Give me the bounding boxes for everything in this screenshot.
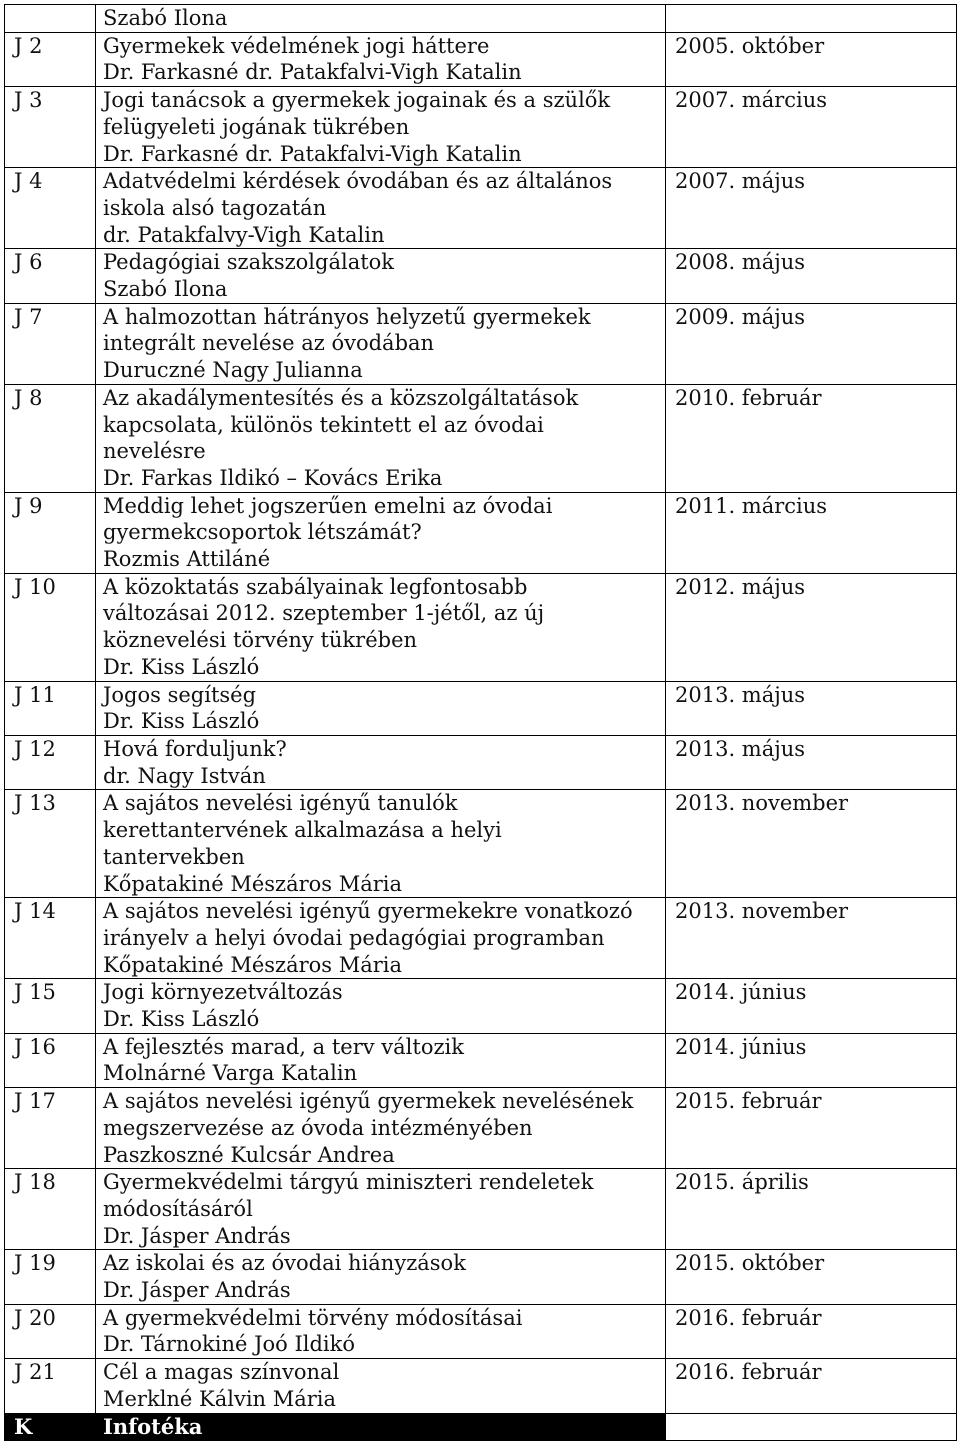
issue-author: Kőpatakiné Mészáros Mária (103, 871, 403, 896)
issue-title-line: Gyermekek védelmének jogi háttere (103, 33, 490, 58)
issue-title-line: nevelésre (103, 439, 206, 464)
issue-code: J 12 (5, 735, 96, 789)
table-row (5, 1169, 957, 1250)
issue-title-line: A sajátos nevelési igényű gyermekek nevelésének (103, 1089, 634, 1114)
table-row (5, 735, 957, 789)
issue-entry (96, 1033, 666, 1087)
issue-title-line: Adatvédelmi kérdések óvodában és az általános (103, 169, 613, 194)
table-row (5, 1359, 957, 1413)
issue-author: Szabó Ilona (103, 6, 228, 30)
issue-entry (96, 384, 666, 492)
issue-title-line: integrált nevelése az óvodában (103, 331, 435, 356)
issue-code: J 2 (5, 32, 96, 86)
table-row (5, 979, 957, 1033)
issue-entry (96, 87, 666, 168)
issue-date: 2014. június (666, 1033, 957, 1087)
table-row (5, 249, 957, 303)
issue-title-line: Jogi tanácsok a gyermekek jogainak és a szülők (103, 88, 611, 113)
issue-title-line: A gyermekvédelmi törvény módosításai (103, 1305, 523, 1330)
issue-entry (96, 1250, 666, 1304)
issue-entry (96, 735, 666, 789)
issue-title-line: A sajátos nevelési igényű tanulók (103, 791, 458, 816)
issue-author: Merklné Kálvin Mária (103, 1386, 337, 1411)
issue-entry (96, 1359, 666, 1413)
issue-entry (96, 1088, 666, 1169)
table-row (5, 1033, 957, 1087)
table-row (5, 681, 957, 735)
issue-author: Dr. Kiss László (103, 709, 260, 734)
issue-title-line: gyermekcsoportok létszámát? (103, 520, 422, 545)
table-row (5, 492, 957, 573)
issue-author: dr. Nagy István (103, 763, 266, 788)
issue-title-line: módosításáról (103, 1196, 253, 1221)
issue-author: Dr. Jásper András (103, 1278, 291, 1303)
issue-entry (96, 681, 666, 735)
issue-author: Dr. Farkas Ildikó – Kovács Erika (103, 465, 443, 490)
table-row (5, 303, 957, 384)
issue-author: Dr. Farkasné dr. Patakfalvi-Vigh Katalin (103, 141, 522, 166)
issue-author: Dr. Jásper András (103, 1223, 291, 1248)
issue-entry (96, 790, 666, 898)
issue-code: J 7 (5, 303, 96, 384)
table-row (5, 87, 957, 168)
issue-date: 2013. május (666, 735, 957, 789)
issue-code: J 10 (5, 573, 96, 681)
issue-code: J 3 (5, 87, 96, 168)
issue-date: 2013. november (666, 898, 957, 979)
table-row (5, 790, 957, 898)
issue-entry (96, 5, 666, 33)
issue-entry (96, 32, 666, 86)
issue-date: 2015. október (666, 1250, 957, 1304)
issue-title-line: kerettantervének alkalmazása a helyi (103, 818, 502, 843)
issue-title-line: A sajátos nevelési igényű gyermekekre vonatkozó (103, 899, 633, 924)
issue-code: J 9 (5, 492, 96, 573)
issue-author: Molnárné Varga Katalin (103, 1061, 358, 1086)
issue-date: 2013. május (666, 681, 957, 735)
publication-index-table (4, 4, 957, 1441)
issue-code: J 21 (5, 1359, 96, 1413)
issue-title-line: Hová forduljunk? (103, 736, 287, 761)
issue-code: J 16 (5, 1033, 96, 1087)
issue-entry (96, 573, 666, 681)
issue-author: Dr. Tárnokiné Joó Ildikó (103, 1332, 356, 1357)
section-date-cell (666, 1413, 957, 1441)
table-row (5, 384, 957, 492)
issue-code (5, 5, 96, 33)
issue-date: 2013. november (666, 790, 957, 898)
issue-date: 2009. május (666, 303, 957, 384)
issue-entry (96, 1304, 666, 1358)
issue-code: J 8 (5, 384, 96, 492)
issue-code: J 19 (5, 1250, 96, 1304)
issue-title-line: A halmozottan hátrányos helyzetű gyermekek (103, 304, 591, 329)
issue-title-line: iskola alsó tagozatán (103, 195, 327, 220)
issue-code: J 13 (5, 790, 96, 898)
section-header-row (5, 1413, 957, 1441)
issue-code: J 17 (5, 1088, 96, 1169)
issue-entry (96, 492, 666, 573)
issue-date: 2005. október (666, 32, 957, 86)
table-row (5, 1088, 957, 1169)
issue-date: 2012. május (666, 573, 957, 681)
issue-date: 2016. február (666, 1359, 957, 1413)
issue-title-line: felügyeleti jogának tükrében (103, 114, 410, 139)
table-row (5, 5, 957, 33)
issue-date: 2011. március (666, 492, 957, 573)
issue-date: 2015. április (666, 1169, 957, 1250)
issue-author: Rozmis Attiláné (103, 547, 271, 572)
table-row (5, 1304, 957, 1358)
issue-date: 2016. február (666, 1304, 957, 1358)
issue-entry (96, 249, 666, 303)
issue-title-line: Cél a magas színvonal (103, 1360, 340, 1385)
section-title: Infotéka (96, 1413, 666, 1441)
table-row (5, 1250, 957, 1304)
issue-code: J 4 (5, 168, 96, 249)
issue-title-line: köznevelési törvény tükrében (103, 628, 418, 653)
issue-title-line: Az akadálymentesítés és a közszolgáltatások (103, 385, 579, 410)
issue-code: J 11 (5, 681, 96, 735)
table-row (5, 168, 957, 249)
issue-author: Kőpatakiné Mészáros Mária (103, 952, 403, 977)
issue-date: 2010. február (666, 384, 957, 492)
issue-author: Dr. Farkasné dr. Patakfalvi-Vigh Katalin (103, 60, 522, 85)
issue-code: J 6 (5, 249, 96, 303)
issue-code: J 14 (5, 898, 96, 979)
issue-date (666, 5, 957, 33)
issue-date: 2008. május (666, 249, 957, 303)
issue-title-line: tantervekben (103, 844, 245, 869)
issue-author: Paszkoszné Kulcsár Andrea (103, 1142, 395, 1167)
issue-title-line: Meddig lehet jogszerűen emelni az óvodai (103, 493, 553, 518)
table-row (5, 573, 957, 681)
issue-date: 2015. február (666, 1088, 957, 1169)
issue-date: 2007. május (666, 168, 957, 249)
table-row (5, 898, 957, 979)
issue-code: J 20 (5, 1304, 96, 1358)
issue-code: J 18 (5, 1169, 96, 1250)
issue-title-line: Jogos segítség (103, 682, 257, 707)
issue-title-line: változásai 2012. szeptember 1-jétől, az új (103, 601, 545, 626)
issue-entry (96, 898, 666, 979)
issue-date: 2014. június (666, 979, 957, 1033)
issue-title-line: Jogi környezetváltozás (103, 980, 343, 1005)
issue-date: 2007. március (666, 87, 957, 168)
issue-author: Dr. Kiss László (103, 654, 260, 679)
issue-author: Szabó Ilona (103, 277, 228, 302)
issue-title-line: A fejlesztés marad, a terv változik (103, 1034, 464, 1059)
section-code: K (5, 1413, 96, 1441)
issue-entry (96, 168, 666, 249)
issue-author: Duruczné Nagy Julianna (103, 358, 363, 383)
issue-author: Dr. Kiss László (103, 1007, 260, 1032)
issue-title-line: Az iskolai és az óvodai hiányzások (103, 1251, 466, 1276)
table-row (5, 32, 957, 86)
issue-title-line: Gyermekvédelmi tárgyú miniszteri rendeletek (103, 1170, 594, 1195)
issue-entry (96, 1169, 666, 1250)
issue-author: dr. Patakfalvy-Vigh Katalin (103, 222, 385, 247)
issue-title-line: kapcsolata, különös tekintett el az óvodai (103, 412, 544, 437)
issue-entry (96, 303, 666, 384)
issue-entry (96, 979, 666, 1033)
issue-title-line: Pedagógiai szakszolgálatok (103, 250, 395, 275)
issue-title-line: irányelv a helyi óvodai pedagógiai programban (103, 925, 605, 950)
issue-title-line: megszervezése az óvoda intézményében (103, 1115, 533, 1140)
issue-code: J 15 (5, 979, 96, 1033)
issue-title-line: A közoktatás szabályainak legfontosabb (103, 574, 528, 599)
